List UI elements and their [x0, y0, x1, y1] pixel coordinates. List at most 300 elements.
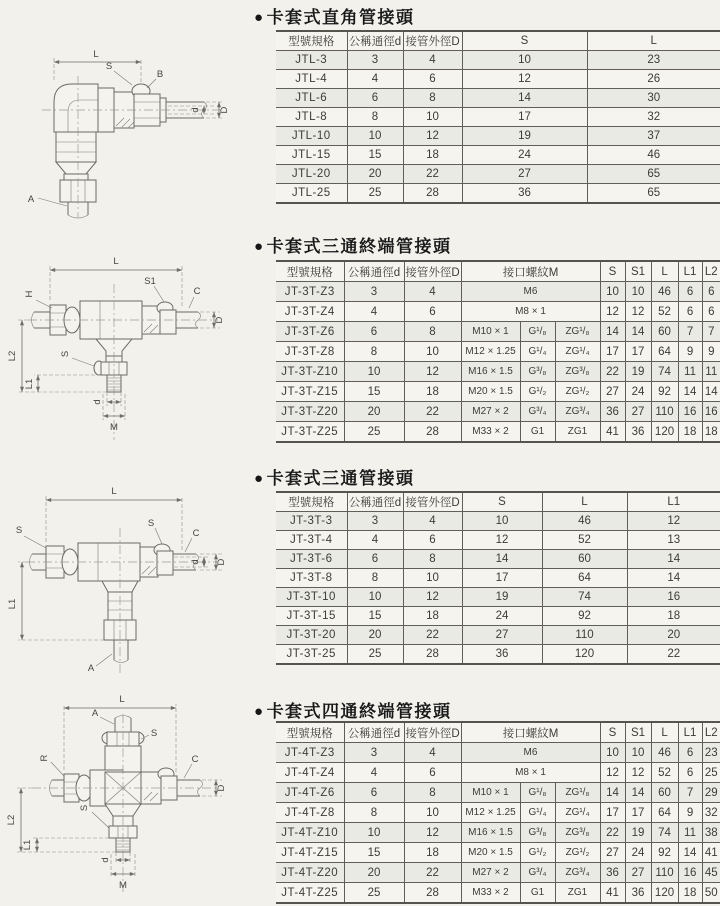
table-cell: 15 [344, 843, 404, 863]
fitting-outline [32, 714, 218, 892]
table-cell: 6 [678, 763, 702, 783]
dim-label-L1: L1 [24, 378, 35, 390]
table-cell: 15 [347, 607, 403, 626]
table-cell: G¹/₄ [520, 342, 555, 362]
table-cell: 74 [542, 588, 627, 607]
table-cell: 12 [625, 763, 651, 783]
table-cell: JT-4T-Z6 [284, 786, 335, 799]
table-row [276, 883, 720, 904]
table-cell: 6 [404, 763, 461, 783]
table-cell: JT-3T-Z8 [284, 345, 335, 358]
dim-label-C: C [192, 528, 200, 539]
table-cell: 22 [600, 362, 625, 382]
table-cell: 25 [702, 763, 720, 783]
table-cell: 46 [542, 512, 627, 531]
table-cell: 8 [403, 89, 462, 108]
table-cell: 11 [678, 823, 702, 843]
table-cell: 92 [651, 843, 678, 863]
table-cell: M20 × 1.5 [461, 843, 520, 863]
column-header: S [600, 261, 625, 282]
section-bullet: ● [254, 470, 265, 487]
table-cell: 10 [403, 569, 462, 588]
cross-terminal-fitting-drawing [4, 688, 229, 901]
table-cell: 52 [651, 763, 678, 783]
table-cell: 32 [702, 803, 720, 823]
table-cell: JT-3T-3 [290, 515, 333, 527]
table-cell: 14 [600, 783, 625, 803]
table-cell: 4 [404, 282, 461, 302]
table-cell: 4 [403, 512, 462, 531]
table-cell: 10 [625, 743, 651, 763]
column-header: L [651, 261, 678, 282]
table-row [276, 823, 720, 843]
table-cell: M33 × 2 [461, 422, 520, 443]
table-cell: JT-3T-8 [290, 572, 333, 584]
table-cell: 23 [702, 743, 720, 763]
table-cell: 6 [678, 743, 702, 763]
table-cell: 6 [678, 282, 702, 302]
table-cell: 120 [651, 422, 678, 443]
cross-terminal-fitting-svg [4, 688, 229, 901]
table-cell: 7 [678, 322, 702, 342]
table-cell: 13 [627, 531, 720, 550]
table-cell: 92 [542, 607, 627, 626]
table-cell: JT-3T-25 [286, 648, 336, 660]
table-cell: 3 [347, 51, 403, 70]
table-cell: 64 [651, 342, 678, 362]
table-cell: 12 [625, 302, 651, 322]
table-cell: G³/₄ [520, 863, 555, 883]
table-row [276, 626, 720, 645]
table-cell: M16 × 1.5 [461, 362, 520, 382]
table-cell: 18 [627, 607, 720, 626]
section-bullet: ● [254, 238, 265, 255]
table-cell: 6 [678, 302, 702, 322]
table-row [276, 89, 720, 108]
column-header: 接管外徑D [403, 31, 462, 51]
table-cell: JT-3T-Z4 [284, 305, 335, 318]
table-cell: JT-3T-15 [286, 610, 336, 622]
dim-label-S-left: S [15, 525, 23, 536]
table-cell: 50 [702, 883, 720, 904]
table-cell: 20 [627, 626, 720, 645]
table-cell: ZG1 [555, 883, 600, 904]
table-cell: 28 [403, 184, 462, 204]
table-cell: JT-4T-Z8 [284, 806, 335, 819]
table-cell: 7 [678, 783, 702, 803]
table-cell: JTL-20 [291, 168, 331, 180]
table-cell: 15 [344, 382, 404, 402]
table-cell: 24 [462, 146, 587, 165]
table-cell: JTL-4 [295, 73, 328, 85]
table-cell: JT-4T-Z25 [281, 886, 339, 899]
table-row [276, 803, 720, 823]
column-header: L1 [678, 722, 702, 743]
header-row [276, 722, 720, 743]
column-header: L [651, 722, 678, 743]
table-cell: 6 [404, 302, 461, 322]
table-cell: 110 [651, 863, 678, 883]
table-cell: 7 [702, 322, 720, 342]
dim-label-D: D [219, 106, 230, 114]
column-header: 公稱通徑d [344, 722, 404, 743]
table-cell: 64 [651, 803, 678, 823]
column-header: 公稱通徑d [344, 261, 404, 282]
table-cell: 12 [627, 512, 720, 531]
dim-label-A: A [91, 708, 99, 719]
table-cell: ZG¹/₈ [555, 783, 600, 803]
section-title-cross-terminal [254, 697, 452, 722]
table-cell: 6 [702, 282, 720, 302]
table-cell: M8 × 1 [461, 302, 600, 322]
table-cell: 17 [600, 342, 625, 362]
table-row [276, 550, 720, 569]
table-cell: 14 [625, 322, 651, 342]
table-cell: 110 [651, 402, 678, 422]
table-cell: 25 [347, 184, 403, 204]
table-cell: 19 [462, 588, 542, 607]
table-cell: 10 [347, 588, 403, 607]
table-cell: ZG³/₈ [555, 823, 600, 843]
table-cell: 12 [462, 70, 587, 89]
table-cell: 26 [587, 70, 720, 89]
table-cell: 18 [403, 146, 462, 165]
table-cell: M20 × 1.5 [461, 382, 520, 402]
table-cell: 92 [651, 382, 678, 402]
table-cell: 18 [403, 607, 462, 626]
spec-table-cross-terminal [276, 721, 720, 904]
fitting-outline [42, 76, 222, 218]
table-cell: 52 [651, 302, 678, 322]
table-cell: 4 [344, 763, 404, 783]
tee-fitting-svg [4, 470, 229, 682]
section-bullet: ● [254, 703, 265, 720]
table-cell: JTL-8 [295, 111, 328, 123]
table-cell: 41 [600, 883, 625, 904]
table-row [276, 322, 720, 342]
table-cell: 41 [702, 843, 720, 863]
table-cell: 36 [600, 863, 625, 883]
table-row [276, 51, 720, 70]
table-cell: 10 [344, 823, 404, 843]
table-cell: ZG¹/₈ [555, 322, 600, 342]
dim-label-S1: S1 [144, 276, 156, 287]
table-cell: 19 [462, 127, 587, 146]
table-cell: 10 [625, 282, 651, 302]
table-row [276, 402, 720, 422]
table-cell: 10 [404, 342, 461, 362]
section-title-tee-terminal [254, 232, 452, 257]
table-cell: 14 [627, 569, 720, 588]
dim-label-M: M [110, 422, 118, 433]
table-cell: JT-3T-Z3 [284, 285, 335, 298]
dim-label-S-top: S [150, 728, 158, 739]
table-cell: JTL-10 [291, 130, 331, 142]
dim-label-A: A [87, 663, 95, 674]
section-title-text: 卡套式三通管接頭 [266, 469, 415, 488]
spec-table-tee-terminal [276, 260, 720, 443]
table-cell: 20 [344, 402, 404, 422]
table-cell: M12 × 1.25 [461, 342, 520, 362]
table-cell: 10 [462, 512, 542, 531]
table-row [276, 184, 720, 204]
table-cell: 6 [344, 322, 404, 342]
table-row [276, 531, 720, 550]
table-cell: G1 [520, 422, 555, 443]
table-cell: JT-3T-20 [286, 629, 336, 641]
dim-label-B: B [156, 69, 164, 80]
table-cell: 46 [587, 146, 720, 165]
table-row [276, 743, 720, 763]
table-cell: 14 [627, 550, 720, 569]
table-cell: 6 [347, 550, 403, 569]
table-cell: JT-4T-Z4 [284, 766, 335, 779]
table-cell: 16 [702, 402, 720, 422]
table-cell: 14 [678, 382, 702, 402]
table-cell: 22 [600, 823, 625, 843]
dim-label-L: L [93, 49, 99, 60]
dim-label-M: M [119, 880, 127, 891]
dim-label-S-right: S [147, 518, 155, 529]
table-cell: 46 [651, 282, 678, 302]
dim-label-L2: L2 [6, 814, 17, 826]
table-cell: ZG¹/₂ [555, 382, 600, 402]
table-row [276, 569, 720, 588]
table-cell: G¹/₂ [520, 382, 555, 402]
table-cell: G³/₈ [520, 362, 555, 382]
table-cell: 27 [462, 626, 542, 645]
table-cell: ZG³/₄ [555, 863, 600, 883]
table-cell: M33 × 2 [461, 883, 520, 904]
table-cell: 14 [702, 382, 720, 402]
section-title-right-angle [254, 3, 415, 28]
table-cell: M16 × 1.5 [461, 823, 520, 843]
table-cell: 3 [344, 743, 404, 763]
column-header: S1 [625, 261, 651, 282]
elbow-fitting-drawing [8, 28, 233, 220]
table-cell: M27 × 2 [461, 402, 520, 422]
dim-label-d: d [190, 559, 201, 565]
table-cell: 12 [403, 127, 462, 146]
table-cell: 11 [678, 362, 702, 382]
table-cell: JT-3T-Z25 [281, 425, 339, 438]
table-cell: 3 [344, 282, 404, 302]
table-cell: 4 [344, 302, 404, 322]
table-cell: G¹/₈ [520, 783, 555, 803]
table-row [276, 588, 720, 607]
table-cell: M12 × 1.25 [461, 803, 520, 823]
column-header: L1 [678, 261, 702, 282]
table-cell: 14 [625, 783, 651, 803]
table-cell: 8 [347, 108, 403, 127]
table-cell: JT-4T-Z20 [281, 866, 339, 879]
table-cell: G1 [520, 883, 555, 904]
table-row [276, 282, 720, 302]
table-cell: JT-3T-Z6 [284, 325, 335, 338]
table-cell: JT-3T-Z20 [281, 405, 339, 418]
table-row [276, 863, 720, 883]
table-cell: 6 [347, 89, 403, 108]
column-header: 型號規格 [286, 266, 333, 279]
table-cell: 46 [651, 743, 678, 763]
table-cell: 36 [462, 645, 542, 665]
section-title-tee [254, 464, 415, 489]
table-cell: 6 [702, 302, 720, 322]
table-cell: 19 [625, 823, 651, 843]
table-cell: 8 [344, 803, 404, 823]
table-cell: 41 [600, 422, 625, 443]
table-row [276, 645, 720, 665]
table-cell: 27 [600, 843, 625, 863]
table-cell: 30 [587, 89, 720, 108]
dim-label-S: S [105, 61, 113, 72]
dim-label-L: L [119, 694, 125, 705]
table-cell: JT-3T-Z15 [281, 385, 339, 398]
table-cell: 27 [625, 863, 651, 883]
column-header: S [462, 492, 542, 512]
column-header: L [542, 492, 627, 512]
table-cell: 28 [404, 422, 461, 443]
table-cell: 36 [600, 402, 625, 422]
table-cell: G³/₄ [520, 402, 555, 422]
table-row [276, 843, 720, 863]
header-row [276, 31, 720, 51]
table-cell: 36 [625, 422, 651, 443]
table-cell: 10 [403, 108, 462, 127]
table-cell: 14 [462, 89, 587, 108]
table-cell: 18 [678, 883, 702, 904]
table-cell: 12 [404, 362, 461, 382]
table-cell: 17 [600, 803, 625, 823]
table-row [276, 362, 720, 382]
table-cell: 36 [625, 883, 651, 904]
table-cell: 27 [625, 402, 651, 422]
column-header: L2 [702, 722, 720, 743]
column-header: 接管外徑D [403, 492, 462, 512]
table-cell: 32 [587, 108, 720, 127]
dim-label-C: C [193, 286, 201, 297]
table-cell: 20 [347, 165, 403, 184]
table-cell: 28 [403, 645, 462, 665]
table-cell: 14 [600, 322, 625, 342]
tee-terminal-fitting-drawing [4, 244, 229, 449]
table-cell: M27 × 2 [461, 863, 520, 883]
table-cell: ZG¹/₄ [555, 342, 600, 362]
table-cell: 11 [702, 362, 720, 382]
table-cell: 65 [587, 184, 720, 204]
table-cell: 110 [542, 626, 627, 645]
table-cell: 22 [627, 645, 720, 665]
table-cell: 120 [542, 645, 627, 665]
table-cell: 74 [651, 823, 678, 843]
table-cell: 120 [651, 883, 678, 904]
dim-label-C: C [191, 754, 199, 765]
table-cell: 17 [625, 803, 651, 823]
table-cell: JT-3T-Z10 [281, 365, 339, 378]
table-cell: 36 [462, 184, 587, 204]
table-cell: 8 [344, 342, 404, 362]
table-cell: 22 [403, 165, 462, 184]
dim-label-R: R [39, 754, 50, 762]
table-cell: 25 [344, 883, 404, 904]
table-cell: 10 [347, 127, 403, 146]
table-cell: 6 [344, 783, 404, 803]
table-row [276, 342, 720, 362]
column-header: 公稱通徑d [347, 31, 403, 51]
table-cell: 64 [542, 569, 627, 588]
table-cell: 24 [462, 607, 542, 626]
table-cell: 18 [404, 843, 461, 863]
table-cell: 10 [600, 743, 625, 763]
column-header: 型號規格 [288, 497, 335, 509]
table-row [276, 146, 720, 165]
table-cell: M8 × 1 [461, 763, 600, 783]
table-cell: 10 [404, 803, 461, 823]
table-cell: 25 [344, 422, 404, 443]
table-cell: 37 [587, 127, 720, 146]
spec-table-right-angle [276, 30, 720, 204]
elbow-fitting-svg [8, 28, 233, 220]
table-cell: ZG¹/₂ [555, 843, 600, 863]
table-cell: M10 × 1 [461, 783, 520, 803]
header-row [276, 492, 720, 512]
column-header: S1 [625, 722, 651, 743]
fitting-outline [26, 528, 218, 674]
tee-terminal-fitting-svg [4, 244, 229, 449]
table-row [276, 422, 720, 443]
table-cell: 8 [404, 322, 461, 342]
column-header: 型號規格 [286, 727, 333, 740]
table-cell: JT-4T-Z15 [281, 846, 339, 859]
table-cell: 16 [678, 402, 702, 422]
table-cell: JTL-15 [291, 149, 331, 161]
dim-label-L2: L2 [7, 350, 18, 362]
table-cell: 9 [678, 342, 702, 362]
table-cell: 16 [678, 863, 702, 883]
column-header: 接管外徑D [404, 261, 461, 282]
table-cell: 17 [462, 108, 587, 127]
tee-fitting-drawing [4, 470, 229, 682]
table-cell: 19 [625, 362, 651, 382]
dim-label-D: D [214, 316, 225, 324]
column-header: S [462, 31, 587, 51]
table-cell: JT-3T-6 [290, 553, 333, 565]
table-cell: 22 [404, 863, 461, 883]
dim-label-d: d [92, 399, 103, 405]
column-header: 公稱通徑d [347, 492, 403, 512]
header-row [276, 261, 720, 282]
column-header: 接口螺紋M [461, 722, 600, 743]
table-cell: G³/₈ [520, 823, 555, 843]
column-header: 型號規格 [288, 36, 335, 48]
table-cell: 20 [347, 626, 403, 645]
table-cell: ZG³/₈ [555, 362, 600, 382]
table-cell: 9 [702, 342, 720, 362]
table-cell: 8 [403, 550, 462, 569]
table-cell: G¹/₂ [520, 843, 555, 863]
dim-label-S: S [60, 350, 71, 358]
table-cell: G¹/₄ [520, 803, 555, 823]
table-cell: M10 × 1 [461, 322, 520, 342]
section-bullet: ● [254, 9, 265, 26]
table-cell: 74 [651, 362, 678, 382]
section-title-text: 卡套式四通終端管接頭 [266, 702, 452, 721]
table-cell: 24 [625, 843, 651, 863]
table-cell: ZG³/₄ [555, 402, 600, 422]
table-row [276, 763, 720, 783]
dim-label-D: D [216, 784, 227, 792]
dim-label-L1: L1 [22, 839, 33, 851]
